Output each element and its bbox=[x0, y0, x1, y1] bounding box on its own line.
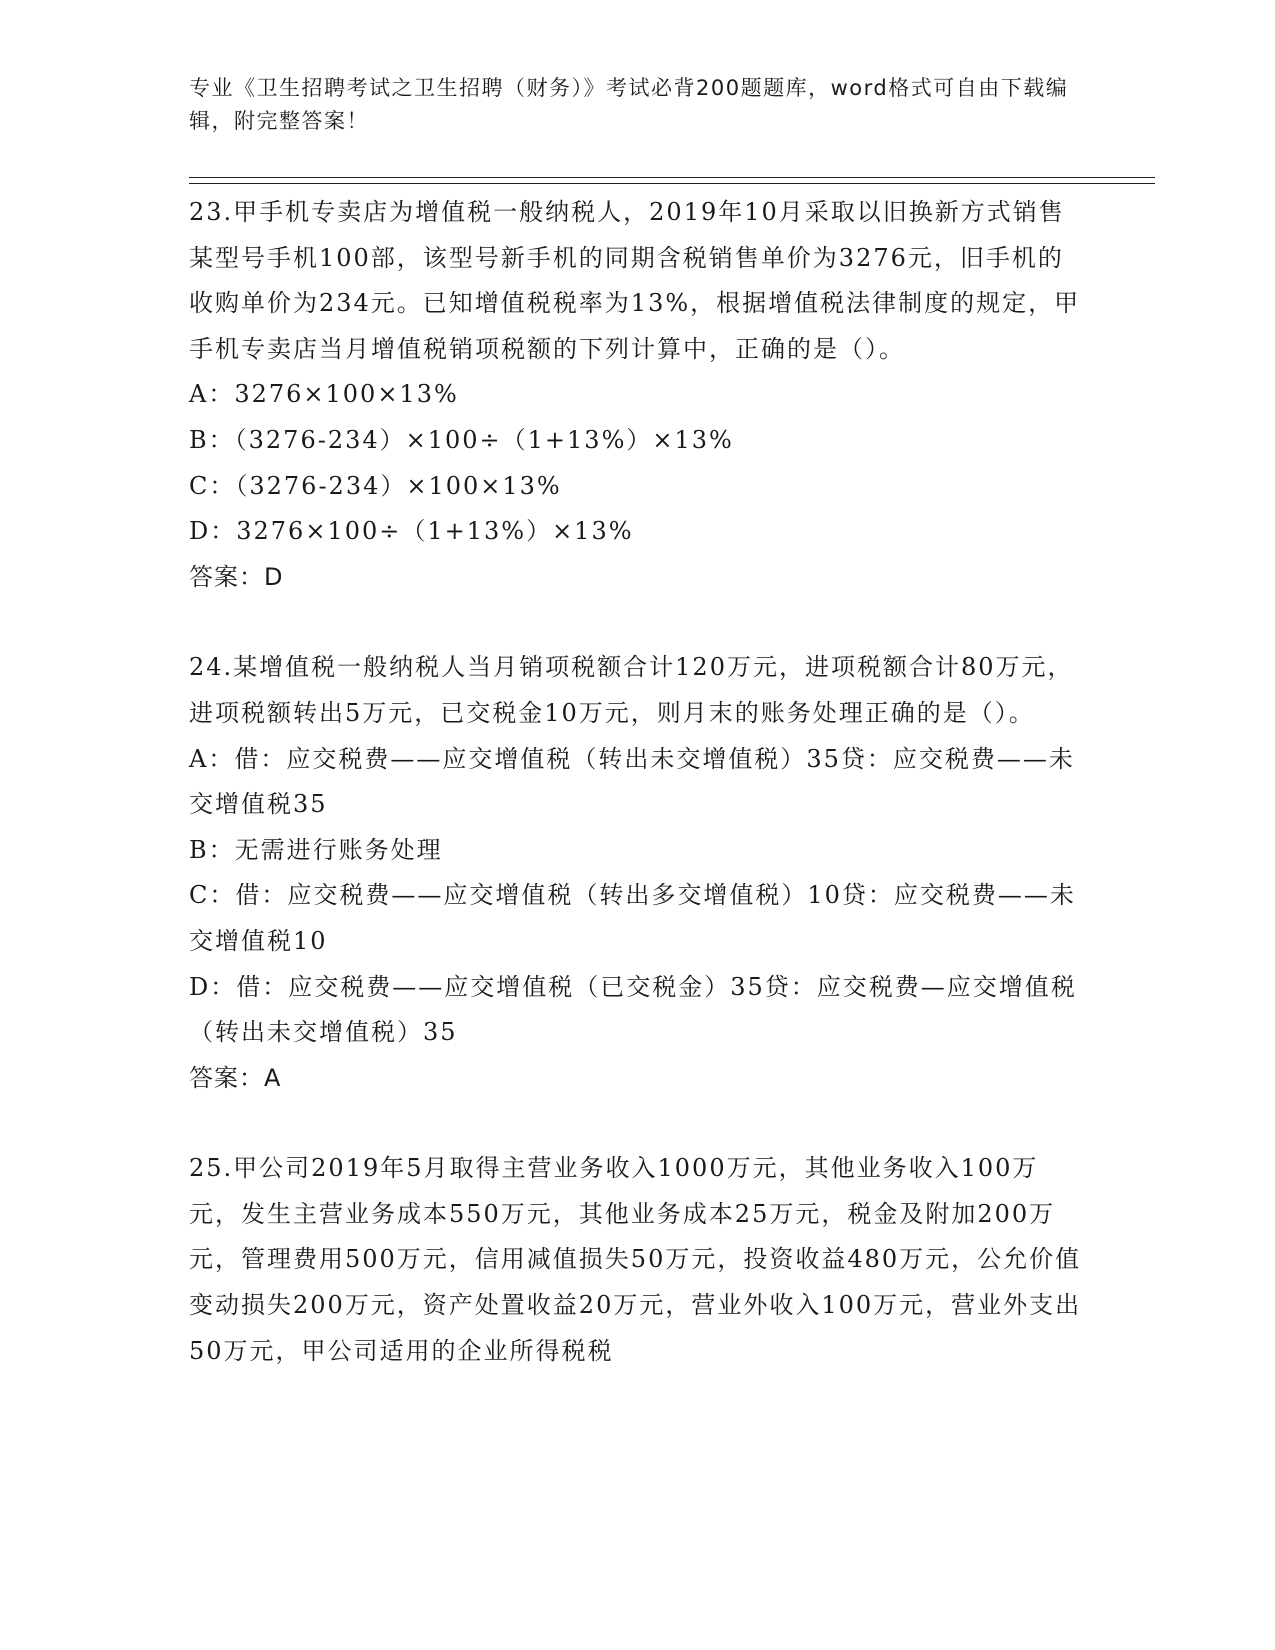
answer-line: 答案：D bbox=[189, 562, 284, 591]
question-25 bbox=[189, 1146, 1089, 1374]
question-stem: 25.甲公司2019年5月取得主营业务收入1000万元，其他业务收入100万元，发生主营业务成本550万元，其他业务成本25万元，税金及附加200万元，管理费用500万元，信用减值损失50万元，投资收益480万元，公允价值变动损失200万元，资产处置收益20万元，营业外收入100万元，营业外支出50万元，甲公司适用的企业所得税税 bbox=[189, 1154, 1082, 1365]
question-stem: 24.某增值税一般纳税人当月销项税额合计120万元，进项税额合计80万元，进项税额转出5万元，已交税金10万元，则月末的账务处理正确的是（）。 bbox=[189, 653, 1074, 727]
option-b: B：无需进行账务处理 bbox=[189, 835, 443, 864]
option-b: B：（3276-234）×100÷（1+13%）×13% bbox=[189, 425, 734, 454]
answer-line: 答案：A bbox=[189, 1063, 282, 1092]
question-24 bbox=[189, 645, 1089, 1101]
option-c: C：（3276-234）×100×13% bbox=[189, 471, 562, 500]
option-d: D：借：应交税费——应交增值税（已交税金）35贷：应交税费—应交增值税（转出未交增值税）35 bbox=[189, 972, 1077, 1047]
question-23 bbox=[189, 190, 1089, 600]
option-c: C：借：应交税费——应交增值税（转出多交增值税）10贷：应交税费——未交增值税10 bbox=[189, 881, 1076, 955]
header-divider-top bbox=[189, 177, 1155, 178]
document-header: 专业《卫生招聘考试之卫生招聘（财务）》考试必背200题题库，word格式可自由下载编辑，附完整答案！ bbox=[189, 76, 1069, 133]
option-d: D：3276×100÷（1+13%）×13% bbox=[189, 517, 634, 546]
question-list bbox=[189, 190, 1089, 1419]
option-a: A：借：应交税费——应交增值税（转出未交增值税）35贷：应交税费——未交增值税35 bbox=[189, 744, 1075, 819]
header-divider-bottom bbox=[189, 183, 1155, 184]
option-a: A：3276×100×13% bbox=[189, 380, 459, 409]
question-stem: 23.甲手机专卖店为增值税一般纳税人，2019年10月采取以旧换新方式销售某型号手机100部，该型号新手机的同期含税销售单价为3276元，旧手机的收购单价为234元。已知增值税税率为13%，根据增值税法律制度的规定，甲手机专卖店当月增值税销项税额的下列计算中，正确的是（）。 bbox=[189, 198, 1081, 363]
